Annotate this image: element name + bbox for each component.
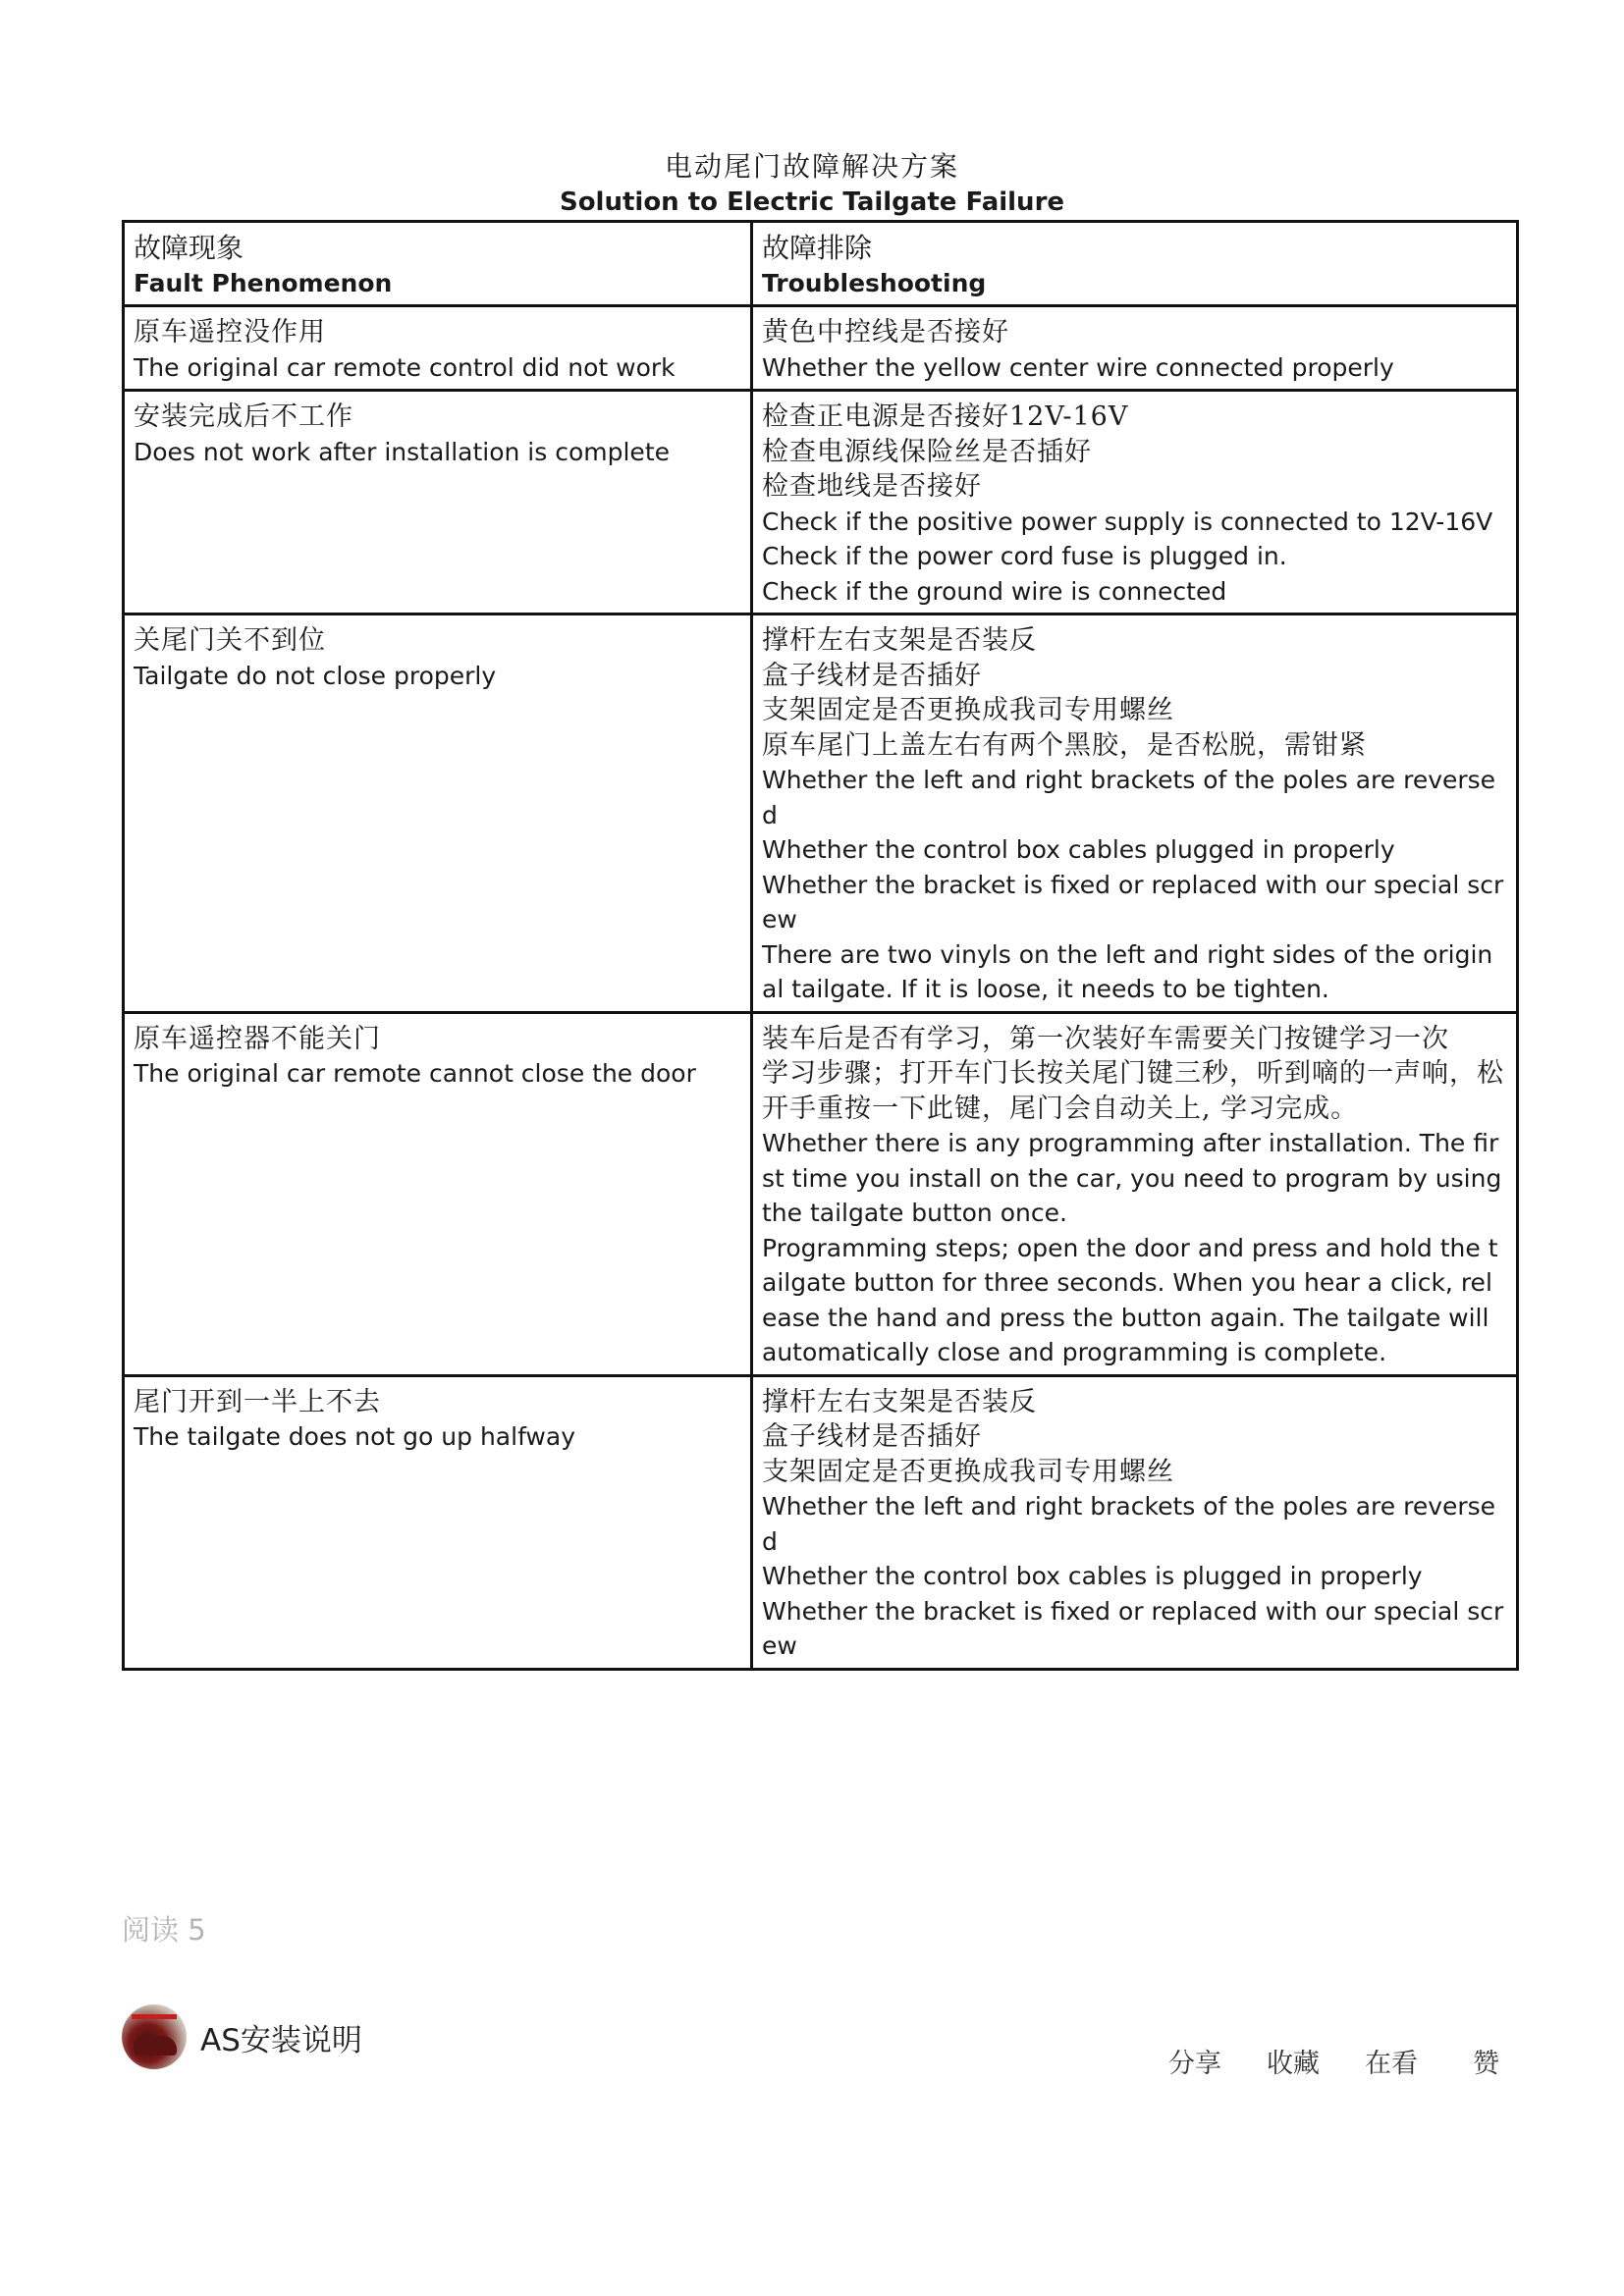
table-row <box>124 1012 1518 1375</box>
avatar-banner <box>132 2014 177 2019</box>
fix-line: Whether there is any programming after installation. The first time you install on the car, you need to program by using the tailgate button once. <box>762 1129 1502 1227</box>
fix-line: Programming steps; open the door and press and hold the tailgate button for three seconds. When you hear a click, release the hand and press the button again. The tailgate will automatically close and programming is complete. <box>762 1233 1498 1366</box>
header-troubleshooting-en: Troubleshooting <box>762 268 987 297</box>
fix-line: There are two vinyls on the left and right sides of the original tailgate. If it is loose, it needs to be tighten. <box>762 939 1493 1003</box>
fault-cn: 原车遥控器不能关门 <box>134 1023 381 1054</box>
table-header-row <box>124 222 1518 306</box>
fix-line: Whether the left and right brackets of the poles are reversed <box>762 766 1496 829</box>
fix-line: 检查正电源是否接好12V-16V <box>762 401 1129 432</box>
favorite-button[interactable]: 收藏 <box>1267 2049 1320 2079</box>
page-title-en: Solution to Electric Tailgate Failure <box>559 187 1065 217</box>
fault-cell <box>124 1012 752 1375</box>
fix-line: Whether the control box cables plugged in properly <box>762 835 1395 864</box>
read-count: 阅读 5 <box>122 1913 206 1947</box>
fix-cell <box>752 306 1518 391</box>
fix-line: 检查电源线保险丝是否插好 <box>762 436 1092 467</box>
fix-line: Check if the positive power supply is connected to 12V-16V <box>762 507 1493 536</box>
table-row <box>124 614 1518 1013</box>
fix-line: 学习步骤；打开车门长按关尾门键三秒，听到嘀的一声响，松开手重按一下此键，尾门会自动关上, 学习完成。 <box>762 1058 1504 1124</box>
fault-en: The original car remote control did not work <box>134 352 676 382</box>
fix-line: Whether the bracket is fixed or replaced with our special screw <box>762 1596 1504 1660</box>
fix-line: 检查地线是否接好 <box>762 471 982 502</box>
table-row <box>124 306 1518 391</box>
page-title-cn: 电动尾门故障解决方案 <box>664 150 959 183</box>
fix-line: Whether the left and right brackets of the poles are reversed <box>762 1492 1496 1556</box>
fix-line: 撑杆左右支架是否装反 <box>762 625 1037 656</box>
fault-cn: 原车遥控没作用 <box>134 317 326 347</box>
header-troubleshooting <box>752 222 1518 306</box>
fault-cell <box>124 614 752 1013</box>
share-button[interactable]: 分享 <box>1168 2049 1221 2079</box>
fault-en: Tailgate do not close properly <box>134 661 497 690</box>
fix-cell <box>752 1012 1518 1375</box>
fault-table <box>122 220 1519 1671</box>
fix-line: 支架固定是否更换成我司专用螺丝 <box>762 695 1174 725</box>
header-fault <box>124 222 752 306</box>
table-row <box>124 391 1518 614</box>
account-card[interactable] <box>122 2004 362 2069</box>
fix-line: Whether the bracket is fixed or replaced with our special screw <box>762 870 1504 934</box>
fix-line: 原车尾门上盖左右有两个黑胶，是否松脱，需钳紧 <box>762 729 1367 761</box>
fault-en: Does not work after installation is complete <box>134 437 670 466</box>
fault-en: The tailgate does not go up halfway <box>134 1422 575 1451</box>
header-troubleshooting-cn: 故障排除 <box>762 232 873 264</box>
fix-line: Whether the yellow center wire connected properly <box>762 352 1394 382</box>
account-name[interactable]: AS安装说明 <box>200 2022 362 2058</box>
fault-en: The original car remote cannot close the door <box>134 1059 696 1088</box>
like-button[interactable]: 赞 <box>1473 2049 1499 2079</box>
action-bar <box>1168 2042 1499 2080</box>
table-row <box>124 1375 1518 1669</box>
fault-cell <box>124 391 752 614</box>
fault-cell <box>124 1375 752 1669</box>
header-fault-en: Fault Phenomenon <box>134 268 393 297</box>
fix-line: 装车后是否有学习，第一次装好车需要关门按键学习一次 <box>762 1023 1449 1054</box>
fix-line: 黄色中控线是否接好 <box>762 317 1009 347</box>
fault-cn: 尾门开到一半上不去 <box>134 1386 381 1417</box>
fix-cell <box>752 391 1518 614</box>
fix-line: 盒子线材是否插好 <box>762 1421 982 1452</box>
avatar-car <box>134 2036 177 2056</box>
fix-line: 盒子线材是否插好 <box>762 660 982 691</box>
fault-cn: 安装完成后不工作 <box>134 401 353 432</box>
fix-line: Whether the control box cables is plugged in properly <box>762 1562 1423 1590</box>
fault-cn: 关尾门关不到位 <box>134 625 326 656</box>
watching-button[interactable]: 在看 <box>1365 2049 1418 2079</box>
fix-cell <box>752 614 1518 1013</box>
header-fault-cn: 故障现象 <box>134 232 244 264</box>
fix-line: Check if the ground wire is connected <box>762 576 1227 606</box>
fix-line: 撑杆左右支架是否装反 <box>762 1386 1037 1417</box>
fix-cell <box>752 1375 1518 1669</box>
fix-line: 支架固定是否更换成我司专用螺丝 <box>762 1456 1174 1487</box>
avatar[interactable] <box>122 2004 187 2069</box>
fault-cell <box>124 306 752 391</box>
fix-line: Check if the power cord fuse is plugged in. <box>762 542 1287 570</box>
